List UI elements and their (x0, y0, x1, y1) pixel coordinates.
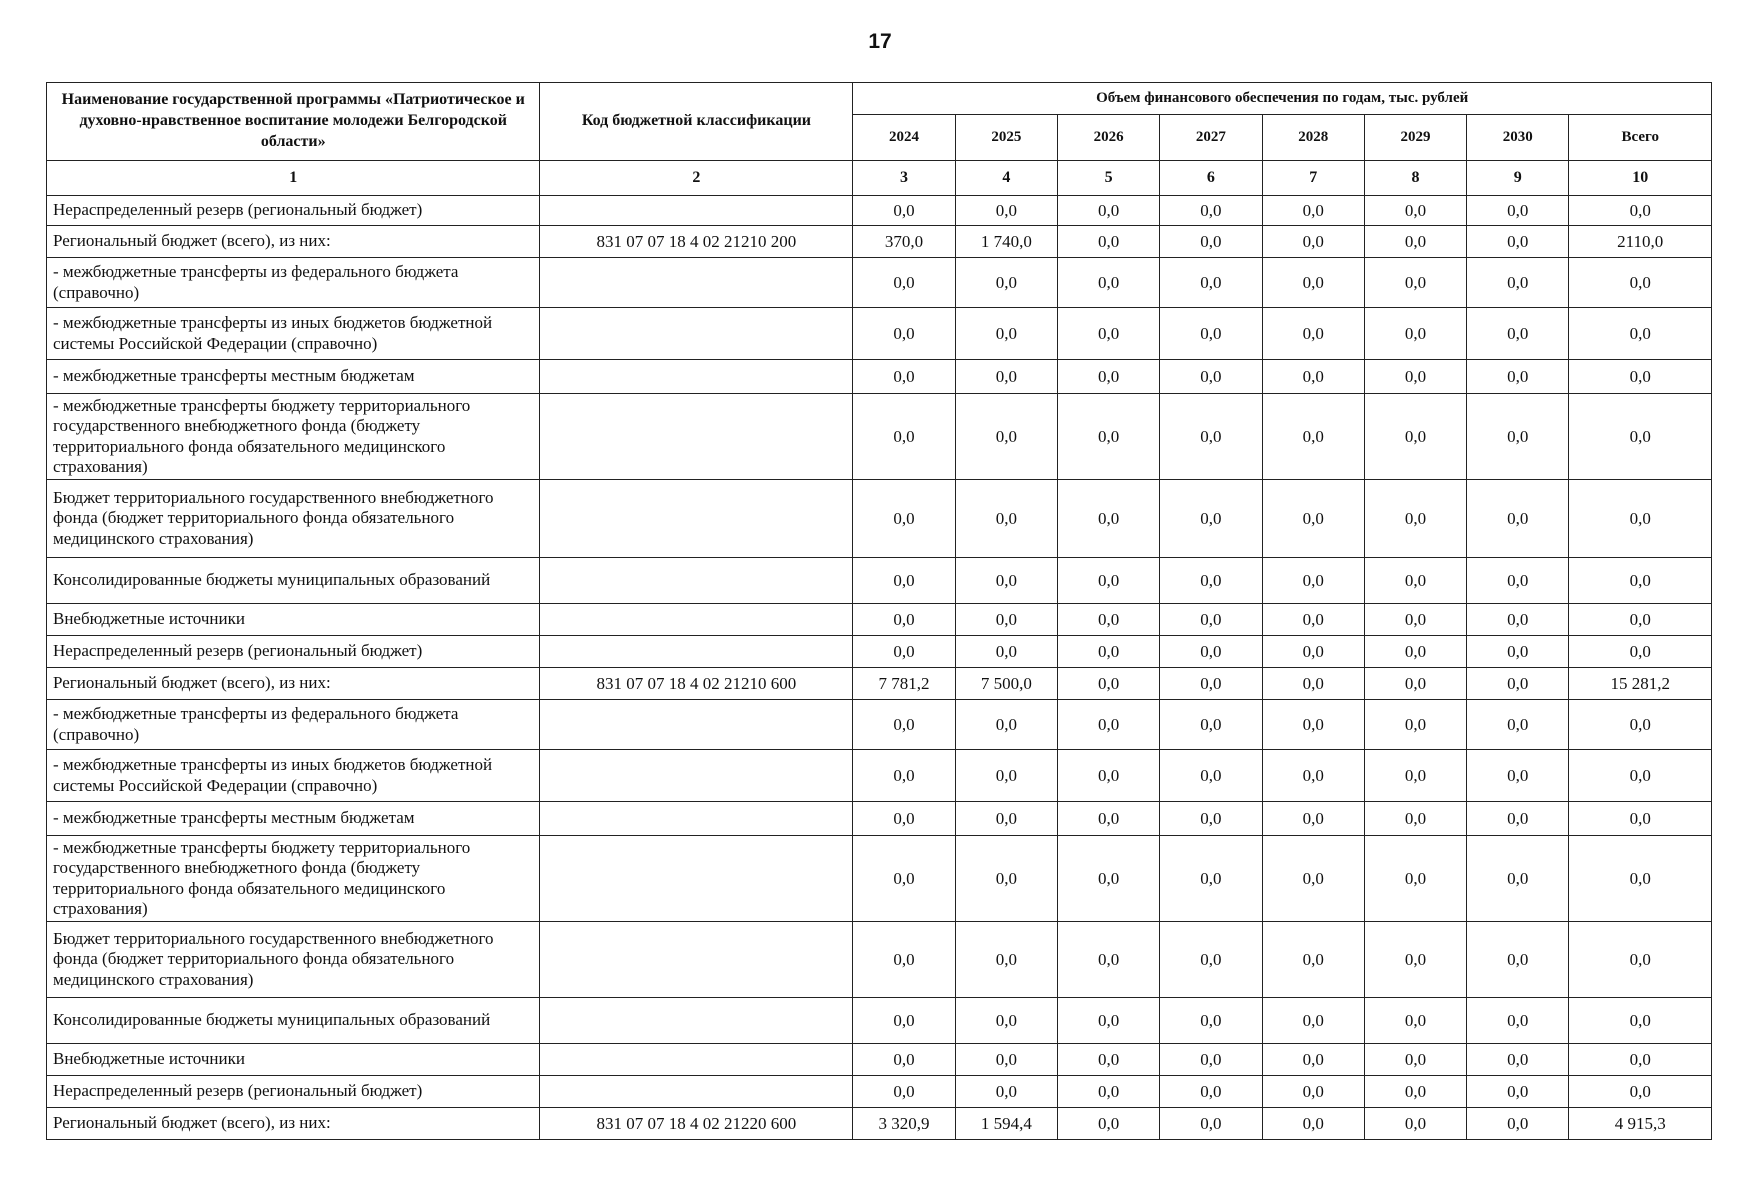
header-year: 2028 (1262, 115, 1364, 161)
year-value-cell: 7 500,0 (955, 668, 1057, 700)
year-value-cell: 0,0 (1467, 480, 1569, 558)
year-value-cell: 0,0 (1057, 700, 1159, 750)
year-value-cell: 0,0 (1467, 750, 1569, 802)
year-value-cell: 1 740,0 (955, 226, 1057, 258)
year-value-cell: 0,0 (1467, 258, 1569, 308)
year-value-cell: 0,0 (1160, 1108, 1262, 1140)
total-value-cell: 0,0 (1569, 604, 1712, 636)
year-value-cell: 0,0 (1262, 1108, 1364, 1140)
year-value-cell: 0,0 (1057, 308, 1159, 360)
year-value-cell: 0,0 (1057, 998, 1159, 1044)
budget-code-cell (540, 750, 853, 802)
year-value-cell: 0,0 (1262, 604, 1364, 636)
year-value-cell: 0,0 (1467, 394, 1569, 480)
year-value-cell: 0,0 (853, 360, 955, 394)
row-label: - межбюджетные трансферты местным бюджетам (47, 802, 540, 836)
column-number: 3 (853, 161, 955, 196)
year-value-cell: 0,0 (1057, 1108, 1159, 1140)
year-value-cell: 0,0 (1262, 836, 1364, 922)
table-row (47, 668, 1712, 700)
year-value-cell: 0,0 (853, 604, 955, 636)
table-row (47, 836, 1712, 922)
year-value-cell: 0,0 (1160, 750, 1262, 802)
year-value-cell: 0,0 (1364, 700, 1466, 750)
year-value-cell: 0,0 (1262, 196, 1364, 226)
table-row (47, 1076, 1712, 1108)
column-number: 6 (1160, 161, 1262, 196)
year-value-cell: 0,0 (1262, 750, 1364, 802)
total-value-cell: 15 281,2 (1569, 668, 1712, 700)
total-value-cell: 0,0 (1569, 1044, 1712, 1076)
year-value-cell: 0,0 (1160, 836, 1262, 922)
year-value-cell: 1 594,4 (955, 1108, 1057, 1140)
year-value-cell: 0,0 (1057, 226, 1159, 258)
year-value-cell: 0,0 (1262, 226, 1364, 258)
year-value-cell: 0,0 (955, 394, 1057, 480)
year-value-cell: 0,0 (1364, 558, 1466, 604)
row-label: Внебюджетные источники (47, 604, 540, 636)
total-value-cell: 0,0 (1569, 480, 1712, 558)
year-value-cell: 0,0 (955, 558, 1057, 604)
year-value-cell: 0,0 (955, 700, 1057, 750)
header-year: 2029 (1364, 115, 1466, 161)
year-value-cell: 0,0 (955, 998, 1057, 1044)
year-value-cell: 0,0 (1160, 558, 1262, 604)
year-value-cell: 0,0 (1057, 1076, 1159, 1108)
year-value-cell: 0,0 (1364, 360, 1466, 394)
header-year: 2027 (1160, 115, 1262, 161)
budget-code-cell (540, 700, 853, 750)
year-value-cell: 0,0 (1467, 668, 1569, 700)
budget-code-cell (540, 604, 853, 636)
total-value-cell: 0,0 (1569, 802, 1712, 836)
row-label: Бюджет территориального государственного внебюджетного фонда (бюджет территориального фонда обязательного медицинского страхования) (47, 480, 540, 558)
header-year: 2025 (955, 115, 1057, 161)
year-value-cell: 0,0 (1467, 308, 1569, 360)
year-value-cell: 0,0 (1057, 360, 1159, 394)
total-value-cell: 0,0 (1569, 1076, 1712, 1108)
column-number: 9 (1467, 161, 1569, 196)
budget-code-cell (540, 258, 853, 308)
year-value-cell: 0,0 (955, 922, 1057, 998)
row-label: - межбюджетные трансферты бюджету территориального государственного внебюджетного фонда (бюджету территориального фонда обязательного медицинского страхования) (47, 836, 540, 922)
row-label: - межбюджетные трансферты из иных бюджетов бюджетной системы Российской Федерации (справочно) (47, 308, 540, 360)
year-value-cell: 0,0 (1262, 922, 1364, 998)
year-value-cell: 0,0 (1057, 196, 1159, 226)
year-value-cell: 0,0 (1160, 258, 1262, 308)
header-row (47, 83, 1712, 115)
table-row (47, 922, 1712, 998)
column-number: 8 (1364, 161, 1466, 196)
year-value-cell: 0,0 (853, 196, 955, 226)
year-value-cell: 0,0 (955, 802, 1057, 836)
budget-code-cell: 831 07 07 18 4 02 21220 600 (540, 1108, 853, 1140)
year-value-cell: 0,0 (1057, 604, 1159, 636)
header-year: 2024 (853, 115, 955, 161)
header-total: Всего (1569, 115, 1712, 161)
year-value-cell: 0,0 (1262, 802, 1364, 836)
year-value-cell: 0,0 (1467, 1108, 1569, 1140)
table-row (47, 196, 1712, 226)
total-value-cell: 0,0 (1569, 998, 1712, 1044)
year-value-cell: 0,0 (1057, 836, 1159, 922)
year-value-cell: 0,0 (853, 802, 955, 836)
total-value-cell: 0,0 (1569, 636, 1712, 668)
table-row (47, 700, 1712, 750)
header-year: 2030 (1467, 115, 1569, 161)
total-value-cell: 0,0 (1569, 836, 1712, 922)
table-row (47, 1108, 1712, 1140)
table-row (47, 636, 1712, 668)
year-value-cell: 0,0 (853, 998, 955, 1044)
year-value-cell: 0,0 (1467, 196, 1569, 226)
year-value-cell: 0,0 (1364, 1044, 1466, 1076)
year-value-cell: 0,0 (955, 836, 1057, 922)
year-value-cell: 0,0 (853, 1044, 955, 1076)
table-row (47, 308, 1712, 360)
budget-code-cell (540, 196, 853, 226)
year-value-cell: 0,0 (1160, 394, 1262, 480)
year-value-cell: 0,0 (1467, 922, 1569, 998)
year-value-cell: 0,0 (853, 480, 955, 558)
year-value-cell: 0,0 (1364, 668, 1466, 700)
year-value-cell: 0,0 (1364, 836, 1466, 922)
year-value-cell: 0,0 (1467, 558, 1569, 604)
table-row (47, 558, 1712, 604)
row-label: Консолидированные бюджеты муниципальных образований (47, 558, 540, 604)
row-label: - межбюджетные трансферты из федерального бюджета (справочно) (47, 700, 540, 750)
year-value-cell: 0,0 (1262, 636, 1364, 668)
year-value-cell: 0,0 (853, 922, 955, 998)
year-value-cell: 0,0 (1160, 668, 1262, 700)
total-value-cell: 0,0 (1569, 308, 1712, 360)
total-value-cell: 0,0 (1569, 196, 1712, 226)
row-label: - межбюджетные трансферты из федерального бюджета (справочно) (47, 258, 540, 308)
year-value-cell: 0,0 (1467, 1076, 1569, 1108)
column-number: 10 (1569, 161, 1712, 196)
year-value-cell: 0,0 (1364, 802, 1466, 836)
year-value-cell: 0,0 (1364, 394, 1466, 480)
row-label: Нераспределенный резерв (региональный бюджет) (47, 636, 540, 668)
table-body (47, 196, 1712, 1140)
row-label: Бюджет территориального государственного внебюджетного фонда (бюджет территориального фонда обязательного медицинского страхования) (47, 922, 540, 998)
year-value-cell: 0,0 (1262, 258, 1364, 308)
year-value-cell: 0,0 (955, 196, 1057, 226)
column-number: 7 (1262, 161, 1364, 196)
year-value-cell: 0,0 (1160, 360, 1262, 394)
table-row (47, 802, 1712, 836)
year-value-cell: 0,0 (1262, 394, 1364, 480)
year-value-cell: 0,0 (1364, 750, 1466, 802)
year-value-cell: 0,0 (1057, 558, 1159, 604)
row-label: - межбюджетные трансферты из иных бюджетов бюджетной системы Российской Федерации (справочно) (47, 750, 540, 802)
year-value-cell: 0,0 (1364, 196, 1466, 226)
year-value-cell: 0,0 (1467, 802, 1569, 836)
year-value-cell: 0,0 (1364, 1108, 1466, 1140)
year-value-cell: 0,0 (1467, 700, 1569, 750)
year-value-cell: 0,0 (1262, 480, 1364, 558)
budget-code-cell (540, 394, 853, 480)
year-value-cell: 0,0 (955, 1076, 1057, 1108)
table-row (47, 258, 1712, 308)
year-value-cell: 0,0 (1364, 998, 1466, 1044)
total-value-cell: 0,0 (1569, 258, 1712, 308)
year-value-cell: 0,0 (1467, 836, 1569, 922)
year-value-cell: 0,0 (1262, 308, 1364, 360)
total-value-cell: 0,0 (1569, 700, 1712, 750)
year-value-cell: 0,0 (1364, 636, 1466, 668)
column-number: 1 (47, 161, 540, 196)
column-number: 5 (1057, 161, 1159, 196)
year-value-cell: 0,0 (955, 360, 1057, 394)
year-value-cell: 0,0 (853, 258, 955, 308)
year-value-cell: 0,0 (1057, 636, 1159, 668)
budget-code-cell (540, 802, 853, 836)
year-value-cell: 0,0 (1160, 922, 1262, 998)
year-value-cell: 0,0 (955, 604, 1057, 636)
year-value-cell: 0,0 (1467, 636, 1569, 668)
year-value-cell: 0,0 (1467, 360, 1569, 394)
year-value-cell: 0,0 (1364, 258, 1466, 308)
year-value-cell: 0,0 (1262, 1044, 1364, 1076)
year-value-cell: 0,0 (955, 1044, 1057, 1076)
year-value-cell: 0,0 (1160, 196, 1262, 226)
year-value-cell: 0,0 (1160, 308, 1262, 360)
year-value-cell: 0,0 (1364, 604, 1466, 636)
year-value-cell: 0,0 (1467, 604, 1569, 636)
year-value-cell: 0,0 (1160, 604, 1262, 636)
year-value-cell: 0,0 (1057, 1044, 1159, 1076)
total-value-cell: 0,0 (1569, 750, 1712, 802)
year-value-cell: 7 781,2 (853, 668, 955, 700)
year-value-cell: 0,0 (1057, 668, 1159, 700)
year-value-cell: 0,0 (1364, 480, 1466, 558)
table-row (47, 394, 1712, 480)
total-value-cell: 0,0 (1569, 394, 1712, 480)
total-value-cell: 2110,0 (1569, 226, 1712, 258)
budget-code-cell (540, 360, 853, 394)
table-row (47, 604, 1712, 636)
header-budget-code: Код бюджетной классификации (540, 83, 853, 161)
year-value-cell: 0,0 (853, 636, 955, 668)
budget-code-cell (540, 836, 853, 922)
year-value-cell: 0,0 (1262, 668, 1364, 700)
year-value-cell: 0,0 (955, 750, 1057, 802)
year-value-cell: 0,0 (1160, 226, 1262, 258)
year-value-cell: 0,0 (1364, 1076, 1466, 1108)
row-label: Консолидированные бюджеты муниципальных образований (47, 998, 540, 1044)
year-value-cell: 0,0 (1057, 394, 1159, 480)
budget-code-cell: 831 07 07 18 4 02 21210 200 (540, 226, 853, 258)
year-value-cell: 0,0 (853, 1076, 955, 1108)
year-value-cell: 0,0 (1364, 922, 1466, 998)
year-value-cell: 0,0 (853, 836, 955, 922)
table-row (47, 1044, 1712, 1076)
table-row (47, 750, 1712, 802)
table-row (47, 998, 1712, 1044)
row-label: Нераспределенный резерв (региональный бюджет) (47, 1076, 540, 1108)
header-program-name: Наименование государственной программы «Патриотическое и духовно-нравственное воспитание молодежи Белгородской области» (47, 83, 540, 161)
column-number: 4 (955, 161, 1057, 196)
year-value-cell: 3 320,9 (853, 1108, 955, 1140)
budget-code-cell (540, 308, 853, 360)
year-value-cell: 0,0 (1057, 258, 1159, 308)
year-value-cell: 0,0 (1160, 636, 1262, 668)
year-value-cell: 370,0 (853, 226, 955, 258)
budget-code-cell (540, 998, 853, 1044)
year-value-cell: 0,0 (1467, 1044, 1569, 1076)
year-value-cell: 0,0 (1262, 558, 1364, 604)
budget-code-cell: 831 07 07 18 4 02 21210 600 (540, 668, 853, 700)
year-value-cell: 0,0 (1160, 1076, 1262, 1108)
year-value-cell: 0,0 (1262, 700, 1364, 750)
row-label: Внебюджетные источники (47, 1044, 540, 1076)
year-value-cell: 0,0 (1160, 700, 1262, 750)
row-label: Региональный бюджет (всего), из них: (47, 668, 540, 700)
row-label: Региональный бюджет (всего), из них: (47, 1108, 540, 1140)
table-row (47, 360, 1712, 394)
header-year: 2026 (1057, 115, 1159, 161)
year-value-cell: 0,0 (853, 700, 955, 750)
year-value-cell: 0,0 (1364, 308, 1466, 360)
year-value-cell: 0,0 (1160, 998, 1262, 1044)
year-value-cell: 0,0 (1057, 480, 1159, 558)
table-row (47, 480, 1712, 558)
year-value-cell: 0,0 (955, 258, 1057, 308)
column-numbers-row (47, 161, 1712, 196)
total-value-cell: 4 915,3 (1569, 1108, 1712, 1140)
year-value-cell: 0,0 (1262, 1076, 1364, 1108)
budget-code-cell (540, 480, 853, 558)
page-number: 17 (868, 30, 892, 53)
year-value-cell: 0,0 (1467, 998, 1569, 1044)
total-value-cell: 0,0 (1569, 558, 1712, 604)
year-value-cell: 0,0 (853, 308, 955, 360)
year-value-cell: 0,0 (1262, 360, 1364, 394)
year-value-cell: 0,0 (1160, 802, 1262, 836)
year-value-cell: 0,0 (1364, 226, 1466, 258)
row-label: Региональный бюджет (всего), из них: (47, 226, 540, 258)
year-value-cell: 0,0 (853, 394, 955, 480)
budget-code-cell (540, 558, 853, 604)
year-value-cell: 0,0 (853, 750, 955, 802)
year-value-cell: 0,0 (1057, 750, 1159, 802)
year-value-cell: 0,0 (955, 308, 1057, 360)
year-value-cell: 0,0 (1467, 226, 1569, 258)
budget-table (46, 82, 1712, 1140)
year-value-cell: 0,0 (1057, 922, 1159, 998)
row-label: - межбюджетные трансферты бюджету территориального государственного внебюджетного фонда (бюджету территориального фонда обязательного медицинского страхования) (47, 394, 540, 480)
budget-code-cell (540, 1044, 853, 1076)
row-label: - межбюджетные трансферты местным бюджетам (47, 360, 540, 394)
total-value-cell: 0,0 (1569, 922, 1712, 998)
budget-code-cell (540, 922, 853, 998)
header-financing-volume: Объем финансового обеспечения по годам, тыс. рублей (853, 83, 1712, 115)
year-value-cell: 0,0 (1160, 1044, 1262, 1076)
year-value-cell: 0,0 (853, 558, 955, 604)
table-row (47, 226, 1712, 258)
year-value-cell: 0,0 (955, 480, 1057, 558)
budget-code-cell (540, 1076, 853, 1108)
year-value-cell: 0,0 (955, 636, 1057, 668)
year-value-cell: 0,0 (1057, 802, 1159, 836)
total-value-cell: 0,0 (1569, 360, 1712, 394)
column-number: 2 (540, 161, 853, 196)
year-value-cell: 0,0 (1160, 480, 1262, 558)
row-label: Нераспределенный резерв (региональный бюджет) (47, 196, 540, 226)
year-value-cell: 0,0 (1262, 998, 1364, 1044)
budget-code-cell (540, 636, 853, 668)
